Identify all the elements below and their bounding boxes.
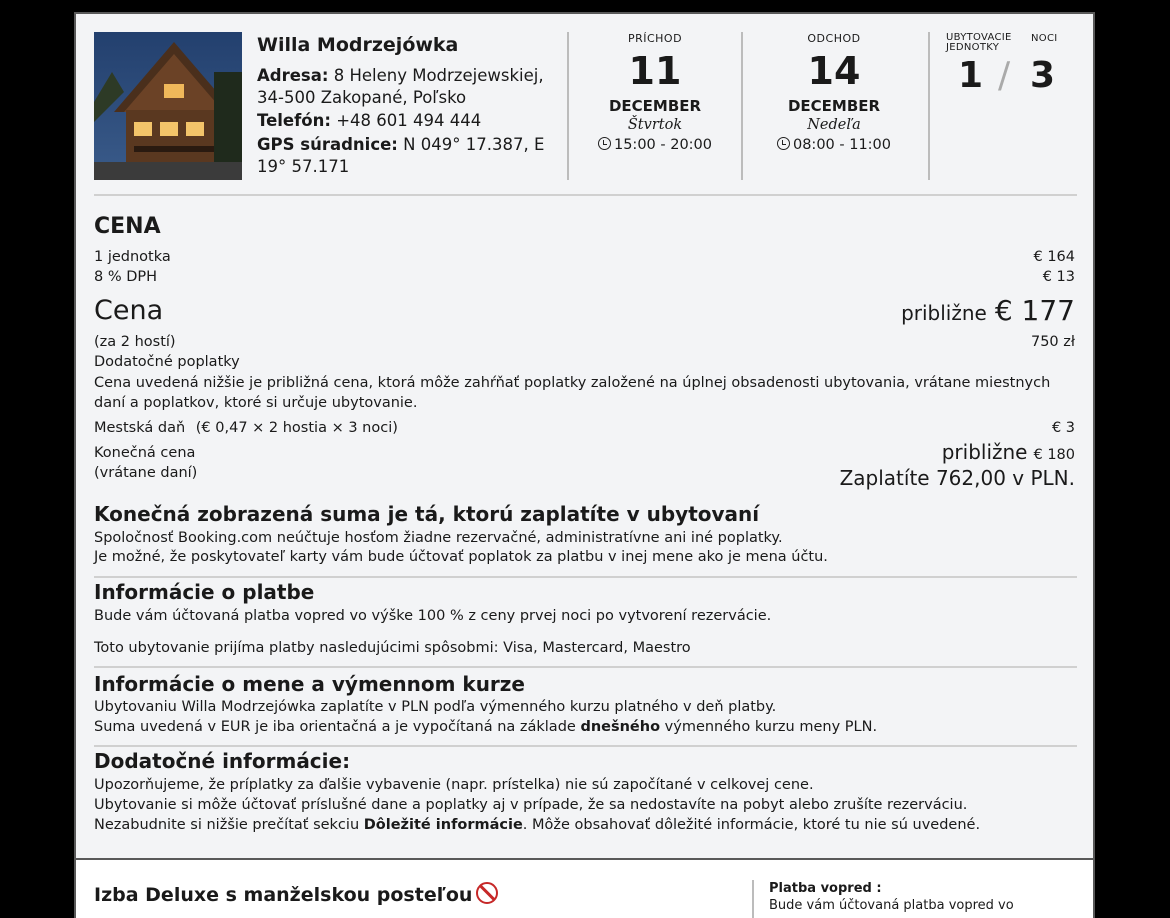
payment-line2: Toto ubytovanie prijíma platby nasledujúcimi spôsobmi: Visa, Mastercard, Maestro [94,640,691,656]
additional-heading: Dodatočné informácie: [94,749,351,773]
total-pln: 750 zł [1030,334,1075,350]
arrival-time-row [574,137,736,153]
vat-label: 8 % DPH [94,269,158,285]
room-title-row [94,882,498,906]
final-approx: približne [941,440,1028,464]
unit-label: 1 jednotka [94,249,171,265]
units-count: 1 [958,55,984,96]
departure-day: 14 [807,49,861,93]
nights-label: NOCI [1031,33,1058,44]
arrival-time: 15:00 - 20:00 [613,137,713,153]
section-divider [94,745,1077,747]
departure-block [749,32,919,153]
city-tax-row [94,420,398,436]
currency-line2-post: výmenného kurzu meny PLN. [660,719,878,735]
gps-value: N 049° 17.387, E 19° 57.171 [257,135,545,176]
final-price-label: Konečná cena [94,445,196,461]
room-title: Izba Deluxe s manželskou posteľou [94,884,473,906]
prepay-text: Bude vám účtovaná platba vopred vo [769,898,1014,913]
city-tax-value: € 3 [1051,420,1075,436]
hotel-photo [94,32,242,180]
final-price-row [942,440,1075,464]
arrival-weekday: Štvrtok [627,117,683,133]
vat-price: € 13 [1042,269,1075,285]
no-smoking-icon [476,882,498,904]
header-divider [928,32,930,180]
currency-line2-bold: dnešného [580,719,661,735]
total-price-row [901,294,1075,327]
phone-label: Telefón: [257,111,331,130]
total-approx: približne [901,301,987,325]
final-price-sub: (vrátane daní) [94,465,198,481]
section-divider [94,666,1077,668]
additional-line2: Ubytovanie si môže účtovať príslušné dane a poplatky aj v prípade, že sa nedostavíte na pobyt alebo zrušíte rezerváciu. [94,797,968,813]
city-tax-label: Mestská daň [94,420,186,436]
city-tax-detail: (€ 0,47 × 2 hostia × 3 noci) [195,420,398,436]
prepay-label: Platba vopred : [769,881,882,896]
departure-weekday: Nedeľa [807,117,861,133]
extra-fees-text: Cena uvedená nižšie je približná cena, ktorá môže zahŕňať poplatky založené na úplnej obsadenosti ubytovania, vrátane miestnych daní a poplatkov, ktoré si určuje ubytovanie. [94,375,1051,411]
address-value: 8 Heleny Modrzejewskiej, 34-500 Zakopané, Poľsko [257,66,544,107]
final-amount-line2: Je možné, že poskytovateľ karty vám bude účtovať poplatok za platbu v inej mene ako je mena účtu. [94,549,828,565]
additional-line3 [94,815,1079,835]
header-divider [741,32,743,180]
total-label: Cena [94,295,164,326]
address-label: Adresa: [257,66,329,85]
arrival-month: DECEMBER [608,97,702,115]
departure-time-row [749,137,919,153]
total-price: € 177 [994,294,1075,327]
currency-line1: Ubytovaniu Willa Modrzejówka zaplatíte v PLN podľa výmenného kurzu platného v deň platby. [94,699,777,715]
room-card-divider [752,880,754,918]
payment-line1: Bude vám účtovaná platba vopred vo výške 100 % z ceny prvej noci po vytvorení rezervácie. [94,608,772,624]
additional-line3-pre: Nezabudnite si nižšie prečítať sekciu [94,817,364,833]
gps-label: GPS súradnice: [257,135,398,154]
units-nights-separator: / [998,55,1011,96]
hotel-gps [257,134,567,178]
currency-line2-pre: Suma uvedená v EUR je iba orientačná a je vypočítaná na základe [94,719,581,735]
hotel-address [257,65,567,109]
unit-price: € 164 [1033,249,1075,265]
currency-heading: Informácie o mene a výmennom kurze [94,672,525,696]
currency-line2 [94,717,1079,737]
clock-icon [598,137,611,150]
hotel-name: Willa Modrzejówka [257,34,459,56]
final-pln: Zaplatíte 762,00 v PLN. [839,466,1075,490]
price-heading: CENA [94,214,161,239]
extra-fees-label: Dodatočné poplatky [94,354,240,370]
final-amount-line1: Spoločnosť Booking.com neúčtuje hosťom žiadne rezervačné, administratívne ani iné poplatky. [94,530,783,546]
nights-count: 3 [1030,55,1056,96]
arrival-day: 11 [628,49,682,93]
payment-heading: Informácie o platbe [94,580,315,604]
final-price: € 180 [1033,447,1075,463]
arrival-block [574,32,736,153]
section-divider [94,194,1077,196]
important-info-link: Dôležité informácie [363,817,523,833]
final-amount-heading: Konečná zobrazená suma je tá, ktorú zaplatíte v ubytovaní [94,502,760,526]
hotel-phone [257,110,567,132]
arrival-label: PRÍCHOD [627,32,683,45]
phone-value: +48 601 494 444 [336,111,482,130]
section-divider [94,576,1077,578]
clock-icon [777,137,790,150]
departure-time: 08:00 - 11:00 [792,137,892,153]
departure-label: ODCHOD [807,32,861,45]
room-card [74,858,1095,918]
additional-line1: Upozorňujeme, že príplatky za ďalšie vybavenie (napr. prístelka) nie sú započítané v celkovej cene. [94,777,814,793]
booking-confirmation [74,12,1095,860]
units-label: UBYTOVACIE JEDNOTKY [946,32,1012,53]
additional-line3-post: . Môže obsahovať dôležité informácie, ktoré tu nie sú uvedené. [522,817,981,833]
departure-month: DECEMBER [787,97,881,115]
guests-note: (za 2 hostí) [94,334,176,350]
header-divider [567,32,569,180]
